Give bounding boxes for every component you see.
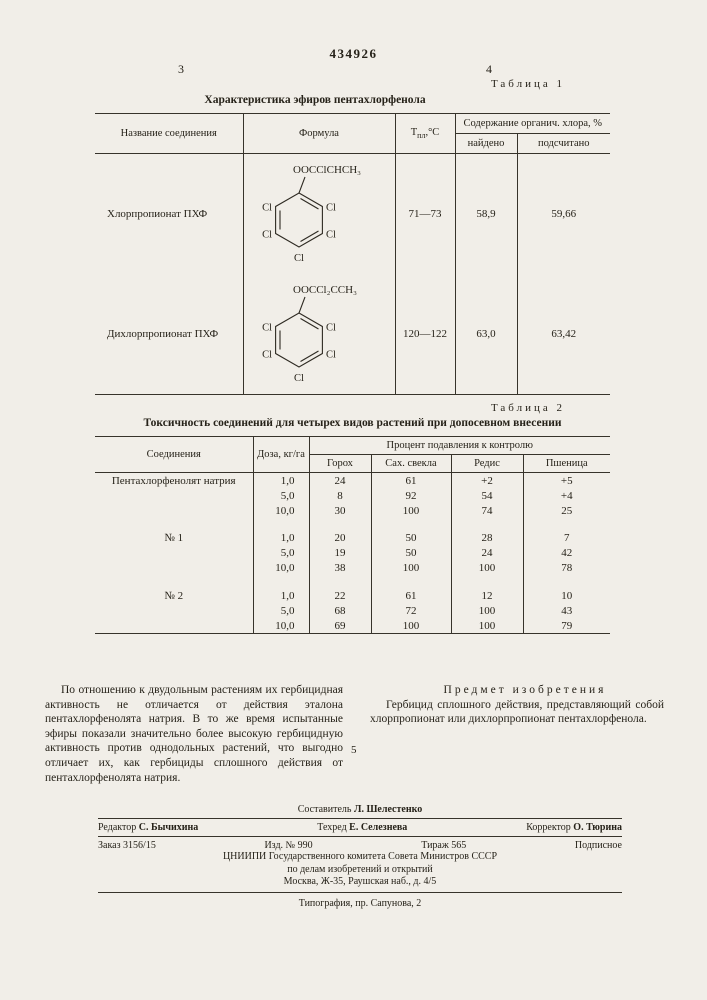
order-number: Заказ 3156/15 <box>98 840 156 851</box>
subscription: Подписное <box>574 840 622 851</box>
formula-cell <box>243 154 395 275</box>
tmelt-symbol: Т <box>410 126 418 138</box>
cl-label: Cl <box>326 349 336 361</box>
table-row <box>95 576 610 604</box>
t1-header-tmelt <box>395 114 455 154</box>
compiler-label: Составитель <box>297 804 352 815</box>
cell-value: 78 <box>561 562 573 574</box>
double-bond <box>301 351 319 362</box>
cell-value: 74 <box>451 503 523 518</box>
column-number-left: 3 <box>178 62 184 76</box>
tmelt-value: 120—122 <box>395 274 455 395</box>
dose-value: 5,0 <box>253 488 309 503</box>
cell-value: 38 <box>309 561 371 576</box>
cl-label: Cl <box>294 253 304 264</box>
cell-value: 7 <box>564 532 570 544</box>
column-number-right: 4 <box>486 62 492 76</box>
body-right-column <box>370 683 664 727</box>
cell-value: 8 <box>309 488 371 503</box>
claims-paragraph: Гербицид сплошного действия, представляющий собой хлорпропионат или дихлорпропионат пентахлорфенола. <box>370 698 664 726</box>
corrector-name: О. Тюрина <box>573 822 622 833</box>
t2-header-sugarbeet: Сах. свекла <box>371 455 451 473</box>
patent-number: 434926 <box>329 46 378 61</box>
footer <box>98 804 622 909</box>
t2-header-wheat: Пшеница <box>523 455 610 473</box>
table-ester-characteristics <box>95 113 610 395</box>
cl-label: Cl <box>262 349 272 361</box>
cell-value: 43 <box>561 604 573 617</box>
cell-value: 12 <box>451 576 523 604</box>
editor-label: Редактор <box>98 822 137 833</box>
found-value: 63,0 <box>455 274 517 395</box>
cell-value: 92 <box>371 488 451 503</box>
compound-name: № 2 <box>95 576 253 634</box>
cell-value: 24 <box>309 473 371 489</box>
benzene-ring-structure <box>249 282 389 386</box>
techred-label: Техред <box>317 822 347 833</box>
cl-label: Cl <box>326 229 336 241</box>
cell-value: 54 <box>451 488 523 503</box>
org-line-3: Москва, Ж-35, Раушская наб., д. 4/5 <box>283 876 437 887</box>
compiler-name: Л. Шелестенко <box>354 804 423 815</box>
divider <box>98 836 622 837</box>
table2-header-row <box>95 437 610 455</box>
t1-header-formula: Формула <box>243 114 395 154</box>
cell-value: 50 <box>371 518 451 546</box>
org-line-1: ЦНИИПИ Государственного комитета Совета Министров СССР <box>222 851 498 862</box>
table-row <box>95 274 610 395</box>
dose-value: 10,0 <box>253 503 309 518</box>
t1-header-found: найдено <box>455 134 517 154</box>
double-bond <box>301 199 319 210</box>
cl-label: Cl <box>294 373 304 384</box>
cell-value: +5 <box>560 474 573 487</box>
table2-title: Токсичность соединений для четырех видов растений при допосевном внесении <box>143 417 562 429</box>
table-row <box>95 154 610 275</box>
footer-editor <box>98 822 198 833</box>
tmelt-unit: ,°С <box>425 126 440 138</box>
cell-value: 25 <box>561 504 573 517</box>
cell-value: 28 <box>451 518 523 546</box>
cl-label: Cl <box>326 322 336 334</box>
footer-organization <box>98 851 622 889</box>
cell-value: 10 <box>561 589 573 602</box>
found-value: 58,9 <box>455 154 517 275</box>
printing-house: Типография, пр. Сапунова, 2 <box>298 897 422 909</box>
footer-print-info-row <box>98 840 622 851</box>
bond-line <box>299 297 305 313</box>
cell-value: +2 <box>451 473 523 489</box>
body-left-column <box>45 683 343 785</box>
table-row <box>95 518 610 546</box>
t2-header-peas: Горох <box>309 455 371 473</box>
cl-label: Cl <box>262 322 272 334</box>
dose-value: 5,0 <box>253 603 309 618</box>
cell-value: 100 <box>371 561 451 576</box>
cell-value: 79 <box>561 619 573 632</box>
cell-value: 61 <box>371 576 451 604</box>
ester-group-text: OOCClCHCH₃ <box>293 164 362 176</box>
cell-value: 100 <box>371 618 451 634</box>
table2-label: Таблица 2 <box>490 402 565 414</box>
cell-value: 20 <box>309 518 371 546</box>
t1-header-calculated: подсчитано <box>517 134 610 154</box>
table1-header-row <box>95 114 610 134</box>
cell-value: 22 <box>309 576 371 604</box>
table-toxicity <box>95 436 610 634</box>
compound-name: Дихлорпропионат ПХФ <box>95 274 243 395</box>
corrector-label: Корректор <box>526 822 571 833</box>
footer-corrector <box>526 822 622 833</box>
techred-name: Е. Селезнева <box>349 822 408 833</box>
double-bond <box>301 319 319 330</box>
cell-value: 100 <box>371 503 451 518</box>
table1-label: Таблица 1 <box>490 78 565 90</box>
cell-value: 61 <box>371 473 451 489</box>
cell-value: 69 <box>309 618 371 634</box>
cell-value: 100 <box>451 618 523 634</box>
org-line-2: по делам изобретений и открытий <box>287 863 433 875</box>
cell-value: 72 <box>371 603 451 618</box>
cell-value: 100 <box>451 603 523 618</box>
tmelt-value: 71—73 <box>395 154 455 275</box>
cell-value: 50 <box>371 546 451 561</box>
left-paragraph: По отношению к двудольным растениям их гербицидная активность не отличается от действия эталона пентахлорфенолята натрия. В то же время испытанные эфиры показали значительно более высокую гербицидную активность против однодольных растений, что выгодно отличает их, как гербициды сплошного действия от пентахлорфенолята натрия. <box>45 684 343 784</box>
cl-label: Cl <box>262 202 272 214</box>
table1-title: Характеристика эфиров пентахлорфенола <box>204 94 426 106</box>
ester-group-text: OOCCl₂CCH₃ <box>293 284 357 296</box>
cell-value: 24 <box>451 546 523 561</box>
cell-value: +4 <box>560 489 573 502</box>
benzene-ring <box>276 193 323 247</box>
t2-header-radish: Редис <box>451 455 523 473</box>
circulation: Тираж 565 <box>421 840 467 851</box>
cell-value: 30 <box>309 503 371 518</box>
dose-value: 1,0 <box>253 576 309 604</box>
double-bond <box>301 231 319 242</box>
calculated-value: 59,66 <box>551 208 577 220</box>
divider <box>98 818 622 819</box>
dose-value: 1,0 <box>253 518 309 546</box>
margin-line-number: 5 <box>351 744 357 756</box>
cl-label: Cl <box>326 202 336 214</box>
cl-label: Cl <box>262 229 272 241</box>
compound-name: № 1 <box>95 518 253 576</box>
t1-header-name: Название соединения <box>95 114 243 154</box>
calculated-value: 63,42 <box>551 328 577 340</box>
t2-header-compound: Соединения <box>95 437 253 473</box>
issue-number: Изд. № 990 <box>264 840 313 851</box>
divider <box>98 892 622 893</box>
dose-value: 10,0 <box>253 618 309 634</box>
tmelt-subscript: пл <box>417 131 426 141</box>
benzene-ring <box>276 313 323 367</box>
claims-heading: Предмет изобретения <box>443 684 607 696</box>
t2-header-suppression: Процент подавления к контролю <box>309 437 610 455</box>
cell-value: 68 <box>309 603 371 618</box>
benzene-ring-structure <box>249 162 389 266</box>
dose-value: 10,0 <box>253 561 309 576</box>
t2-header-dose: Доза, кг/га <box>253 437 309 473</box>
cell-value: 42 <box>561 547 573 559</box>
footer-compiler <box>98 804 622 815</box>
bond-line <box>299 177 305 193</box>
cell-value: 100 <box>451 561 523 576</box>
editor-name: С. Бычихина <box>138 822 199 833</box>
footer-staff-row <box>98 822 622 833</box>
dose-value: 1,0 <box>253 473 309 489</box>
compound-name: Хлорпропионат ПХФ <box>95 154 243 275</box>
compound-name: Пентахлорфенолят натрия <box>95 473 253 519</box>
footer-techred <box>317 822 407 833</box>
formula-cell <box>243 274 395 395</box>
dose-value: 5,0 <box>253 546 309 561</box>
table-row <box>95 473 610 489</box>
t1-header-chlorine: Содержание органич. хлора, % <box>455 114 610 134</box>
cell-value: 19 <box>309 546 371 561</box>
